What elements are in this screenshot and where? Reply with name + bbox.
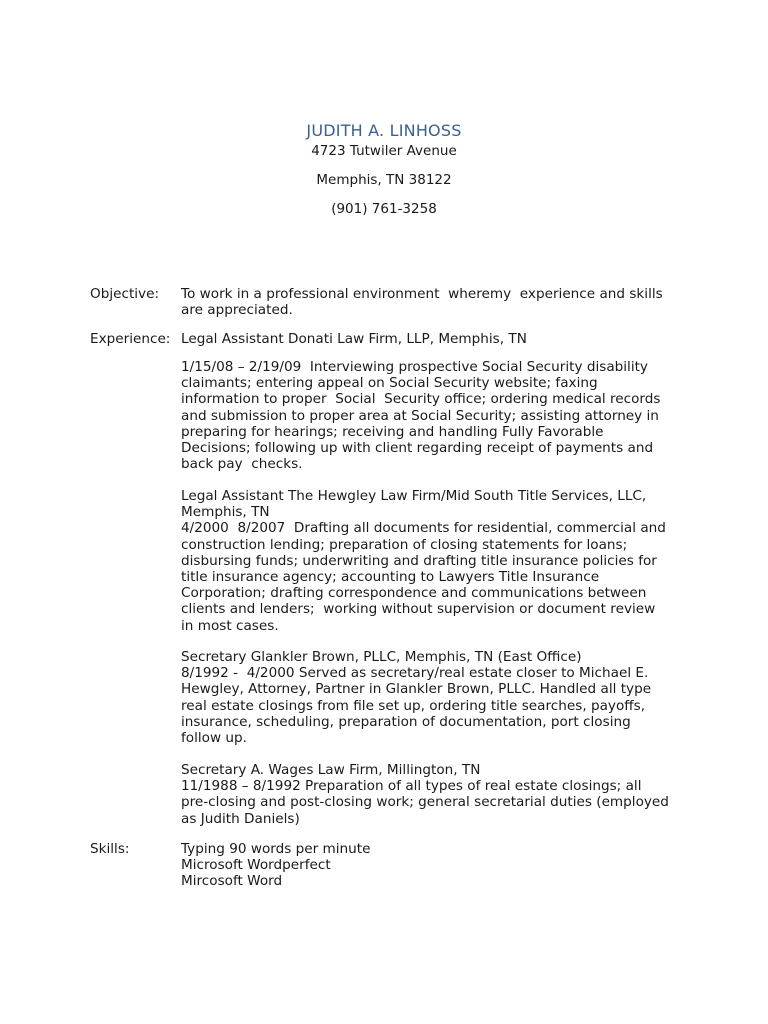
address-street: 4723 Tutwiler Avenue (311, 143, 457, 159)
skill-item: Typing 90 words per minute (181, 841, 371, 857)
candidate-name: JUDITH A. LINHOSS (306, 121, 462, 140)
experience-entry-text: 1/15/08 – 2/19/09 Interviewing prospective Social Security disability claimants; entering appeal on Social Security website; faxing information to proper Social Security office; ordering medical records and submission to proper area at Social Security; assisting attorney in preparing for hearings; receiving and handling Fully Favorable Decisions; following up with client regarding receipt of payments and back pay checks. (181, 359, 661, 473)
experience-entry-text: Legal Assistant Donati Law Firm, LLP, Memphis, TN (181, 331, 527, 347)
objective-content (181, 286, 681, 318)
skill-item: Microsoft Wordperfect (181, 857, 331, 874)
experience-entry (181, 359, 681, 472)
phone-number: (901) 761-3258 (331, 201, 437, 217)
experience-label: Experience: (90, 331, 171, 347)
experience-entry (181, 649, 681, 746)
experience-entry (181, 762, 681, 827)
experience-entry-text: Legal Assistant The Hewgley Law Firm/Mid South Title Services, LLC, Memphis, TN 4/2000 8/2007 Drafting all documents for residential, commercial and construction lending; preparation of closing statements for loans; disbursing funds; underwriting and drafting title insurance policies for title insurance agency; accounting to Lawyers Title Insurance Corporation; drafting correspondence and communications between clients and lenders; working without supervision or document review in most cases. (181, 488, 666, 634)
experience-entry-text: Secretary A. Wages Law Firm, Millington, TN 11/1988 – 8/1992 Preparation of all types of real estate closings; all pre-closing and post-closing work; general secretarial duties (employed as Judith Daniels) (181, 762, 669, 827)
experience-entry (181, 331, 681, 347)
address-city: Memphis, TN 38122 (316, 172, 452, 188)
skills-content (181, 841, 681, 890)
experience-entry-text: Secretary Glankler Brown, PLLC, Memphis, TN (East Office) 8/1992 - 4/2000 Served as secretary/real estate closer to Michael E. Hewgley, Attorney, Partner in Glankler Brown, PLLC. Handled all type real estate closings from file set up, ordering title searches, payoffs, insurance, scheduling, preparation of documentation, port closing follow up. (181, 649, 652, 747)
experience-entry (181, 488, 681, 634)
objective-text: To work in a professional environment wheremy experience and skills are appreciated. (181, 286, 663, 319)
skill-item: Mircosoft Word (181, 873, 283, 890)
skills-label: Skills: (90, 841, 130, 857)
objective-label: Objective: (90, 286, 160, 302)
